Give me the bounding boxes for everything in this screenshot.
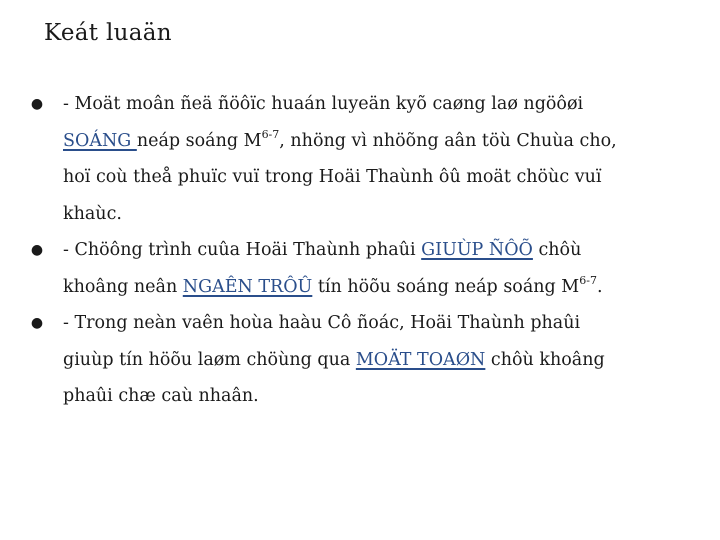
bullet-list <box>30 86 700 415</box>
bullet-item-1-line-1 <box>30 86 700 123</box>
bullet-1-text-3: hoï coù theå phuïc vuï trong Hoäi Thaùnh ôû moät chöùc vuï <box>63 167 602 187</box>
bullet-3-text-2a: giuùp tín höõu laøm chöùng qua <box>63 349 356 370</box>
superscript-ref: 6-7 <box>261 127 280 141</box>
bullet-1-text-2a: neáp soáng M <box>136 130 262 151</box>
bullet-2-text-2b: tín höõu soáng neáp soáng M <box>312 276 580 297</box>
bullet-2-text-1a: - Chöông trình cuûa Hoäi Thaùnh phaûi <box>63 240 422 260</box>
highlight-mot-toan: MOÄT TOAØN <box>355 349 486 370</box>
bullet-dot-icon: ● <box>30 96 44 112</box>
bullet-1-text-4: khaùc. <box>63 203 122 224</box>
bullet-3-text-2b: chôù khoâng <box>485 349 605 370</box>
bullet-2-text-1b: chôù <box>532 240 582 260</box>
bullet-3-text-3: phaûi chæ caù nhaân. <box>63 386 259 406</box>
bullet-dot-icon: ● <box>30 242 44 258</box>
bullet-item-3-line-3 <box>30 378 700 415</box>
bullet-3-text-1: - Trong neàn vaên hoùa haàu Cô ñoác, Hoäi Thaùnh phaûi <box>63 313 581 333</box>
bullet-item-1-line-3 <box>30 159 700 196</box>
bullet-2-text-2c: . <box>596 276 603 297</box>
superscript-ref: 6-7 <box>579 273 597 287</box>
bullet-item-3-line-1 <box>30 305 700 342</box>
bullet-2-text-2a: khoâng neân <box>63 276 183 297</box>
highlight-giup-do: GIUÙP ÑÔÕ <box>421 240 533 260</box>
highlight-song: SOÁNG <box>63 130 137 151</box>
bullet-item-1-line-2 <box>30 123 700 160</box>
bullet-item-2-line-2 <box>30 269 700 306</box>
slide-title: Keát luaän <box>44 20 172 46</box>
bullet-1-text-2b: , nhöng vì nhöõng aân töù Chuùa cho, <box>279 130 617 151</box>
bullet-dot-icon: ● <box>30 315 44 331</box>
bullet-item-3-line-2 <box>30 342 700 379</box>
bullet-item-2-line-1 <box>30 232 700 269</box>
highlight-ngan-tro: NGAÊN TRÔÛ <box>182 276 313 297</box>
bullet-1-text-1: - Moät moân ñeä ñöôïc huaán luyeän kyõ caøng laø ngöôøi <box>63 94 584 114</box>
bullet-item-1-line-4 <box>30 196 700 233</box>
